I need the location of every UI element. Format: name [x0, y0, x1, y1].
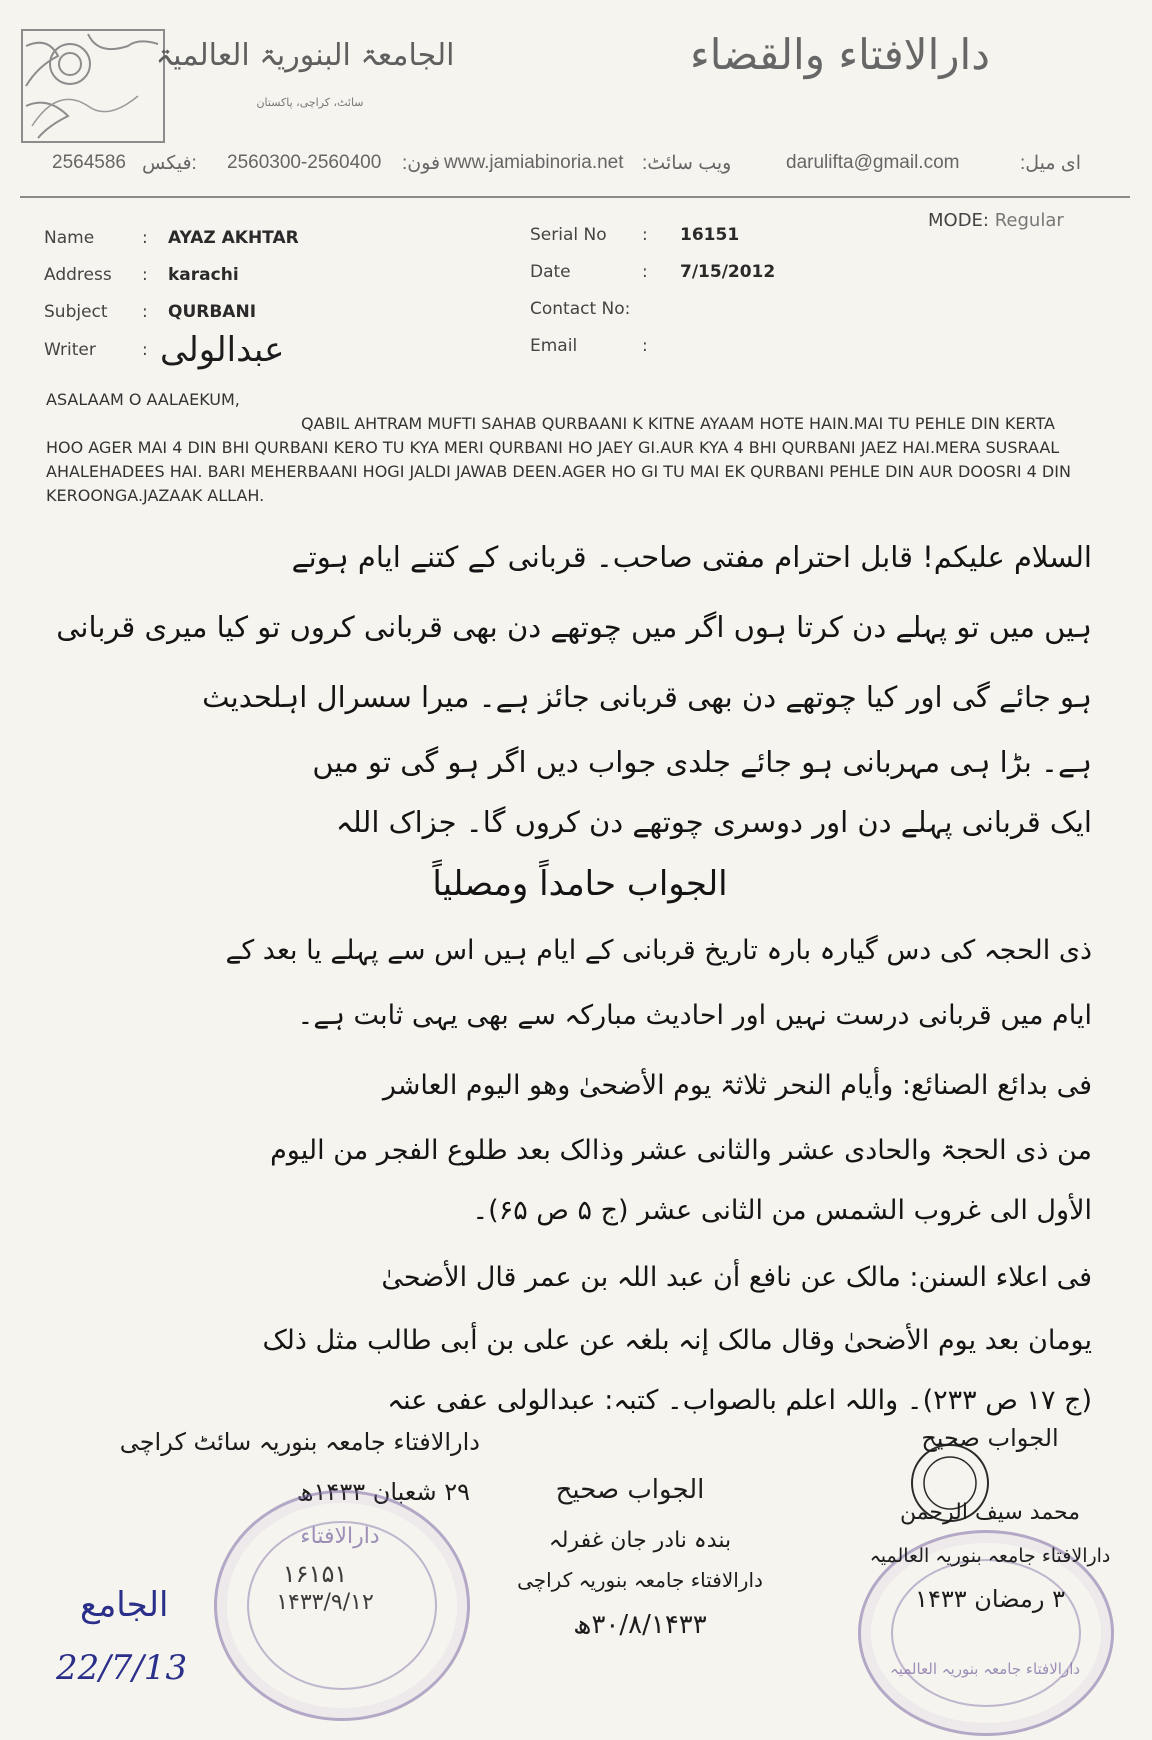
stamp-hijri-date: ۱۴۳۳/۹/۱۲ — [276, 1590, 374, 1615]
address-value: karachi — [168, 265, 239, 285]
name-field: Name : AYAZ AKHTAR — [44, 228, 299, 248]
contact-field — [530, 299, 630, 319]
darul-ifta-title: دارالافتاء والقضاء — [690, 30, 990, 79]
blue-signature: الجامع — [80, 1585, 169, 1625]
right-seal-ring-text: دارالافتاء جامعہ بنوریہ العالمیہ — [889, 1660, 1081, 1678]
question-urdu-line: ہے۔ بڑا ہی مہربانی ہو جائے جلدی جواب دیں اگر ہو گی تو میں — [312, 745, 1092, 779]
email-label: :ای میل — [1020, 153, 1082, 174]
middle-approval-title: الجواب صحیح — [555, 1475, 705, 1505]
answer-line: (ج ۱۷ ص ۲۳۳)۔ واللہ اعلم بالصواب۔ کتبہ: عبدالولی عفی عنہ — [387, 1385, 1092, 1416]
left-signature-block: دارالافتاء جامعہ بنوریہ سائٹ کراچی — [119, 1428, 480, 1456]
contact-row — [52, 152, 1092, 180]
name-value: AYAZ AKHTAR — [168, 228, 299, 248]
subject-field: Subject : QURBANI — [44, 302, 257, 322]
writer-label: Writer — [44, 340, 96, 360]
answer-line: ذی الحجہ کی دس گیارہ بارہ تاریخ قربانی کے ایام ہیں اس سے پہلے یا بعد کے — [225, 935, 1092, 966]
middle-signer-date: ۳۰/۸/۱۴۳۳ھ — [573, 1610, 707, 1640]
answer-line: فی اعلاء السنن: مالک عن نافع أن عبد اللہ بن عمر قال الأضحیٰ — [381, 1262, 1092, 1293]
writer-field: Writer : — [44, 340, 148, 360]
name-label: Name — [44, 228, 95, 248]
address-label: Address — [44, 265, 112, 285]
email-field-label: Email — [530, 336, 578, 356]
mode-field — [928, 210, 1064, 231]
right-approval-title: الجواب صحیح — [921, 1424, 1059, 1452]
stamp-serial-number: ۱۶۱۵۱ — [282, 1560, 348, 1588]
website-link[interactable]: www.jamiabinoria.net — [444, 152, 624, 173]
phone-label: :فون — [402, 153, 441, 174]
institution-address: سائٹ، کراچی، پاکستان — [256, 96, 364, 109]
subject-value: QURBANI — [168, 302, 257, 322]
answer-line: ایام میں قربانی درست نہیں اور احادیث مبارکہ سے بھی یہی ثابت ہے۔ — [297, 1000, 1092, 1031]
greeting: ASALAAM O AALAEKUM, — [46, 390, 240, 409]
date-value: 7/15/2012 — [680, 262, 776, 282]
date-label: Date — [530, 262, 571, 282]
right-signer-dept: دارالافتاء جامعہ بنوریہ العالمیہ — [869, 1545, 1111, 1567]
email-field: Email : — [530, 336, 648, 356]
fax-label: فیکس: — [142, 153, 197, 174]
question-urdu-line: ایک قربانی پہلے دن اور دوسری چوتھے دن کروں گا۔ جزاک اللہ — [335, 805, 1092, 839]
question-urdu-line: ہو جائے گی اور کیا چوتھے دن بھی قربانی جائز ہے۔ میرا سسرال اہلحدیث — [202, 680, 1092, 714]
right-signer-name: محمد سیف الرحمن — [899, 1500, 1081, 1525]
subject-label: Subject — [44, 302, 108, 322]
question-english: QABIL AHTRAM MUFTI SAHAB QURBAANI K KITNE AYAAM HOTE HAIN.MAI TU PEHLE DIN KERTA HOO AGER MAI 4 DIN BHI QURBANI KERO TU KYA MERI QURBANI HO JAEY GI.AUR KYA 4 BHI QURBANI JAEZ HAI.MERA SUSRAAL AHALEHADEES HAI. BARI MEHERBAANI HOGI JALDI JAWAB DEEN.AGER HO GI TU MAI EK QURBANI PEHLE DIN AUR DOOSRI 4 DIN KEROONGA.JAZAAK ALLAH. — [46, 414, 1071, 505]
question-urdu-line: السلام علیکم! قابل احترام مفتی صاحب۔ قربانی کے کتنے ایام ہوتے — [291, 540, 1092, 574]
right-seal-inner-ring — [891, 1559, 1081, 1707]
phone-number: 2560300-2560400 — [227, 152, 382, 173]
left-seal-ring-text: دارالافتاء — [300, 1524, 380, 1549]
blue-date: 22/7/13 — [56, 1648, 188, 1688]
fax-number: 2564586 — [52, 152, 126, 173]
header-divider — [20, 196, 1130, 198]
answer-line: الأول الی غروب الشمس من الثانی عشر (ج ۵ ص ۶۵)۔ — [472, 1195, 1092, 1226]
serial-value: 16151 — [680, 225, 740, 245]
middle-signer-dept: دارالافتاء جامعہ بنوریہ کراچی — [517, 1568, 763, 1592]
website-label: :ویب سائٹ — [642, 153, 732, 174]
right-signer-date: ۳ رمضان ۱۴۳۳ — [915, 1585, 1065, 1613]
middle-signer-name: بندہ نادر جان غفرلہ — [548, 1528, 732, 1553]
answer-line: یومان بعد یوم الأضحیٰ وقال مالک إنہ بلغہ عن علی بن أبی طالب مثل ذلک — [262, 1325, 1092, 1356]
ornament-logo — [18, 26, 168, 146]
mode-value: Regular — [994, 210, 1064, 231]
answer-line: فی بدائع الصنائع: وأیام النحر ثلاثۃ یوم الأضحیٰ وھو الیوم العاشر — [382, 1070, 1092, 1101]
address-field: Address : karachi — [44, 265, 239, 285]
serial-label: Serial No — [530, 225, 607, 245]
contact-label: Contact No: — [530, 299, 631, 319]
answer-heading: الجواب حامداً ومصلیاً — [432, 864, 728, 904]
serial-field: Serial No : 16151 — [530, 225, 740, 245]
writer-signature: عبدالولی — [160, 330, 285, 370]
question-urdu-line: ہیں میں تو پہلے دن کرتا ہوں اگر میں چوتھے دن بھی قربانی کروں تو کیا میری قربانی — [56, 610, 1092, 644]
email-link[interactable]: darulifta@gmail.com — [786, 152, 960, 173]
institution-name: الجامعۃ البنوریۃ العالمیۃ — [155, 38, 455, 73]
left-signature-date: ۲۹ شعبان ۱۴۳۳ھ — [296, 1478, 470, 1506]
mode-label: MODE: — [928, 210, 989, 231]
answer-line: من ذی الحجۃ والحادی عشر والثانی عشر وذالک بعد طلوع الفجر من الیوم — [270, 1135, 1092, 1166]
date-field: Date : 7/15/2012 — [530, 262, 776, 282]
